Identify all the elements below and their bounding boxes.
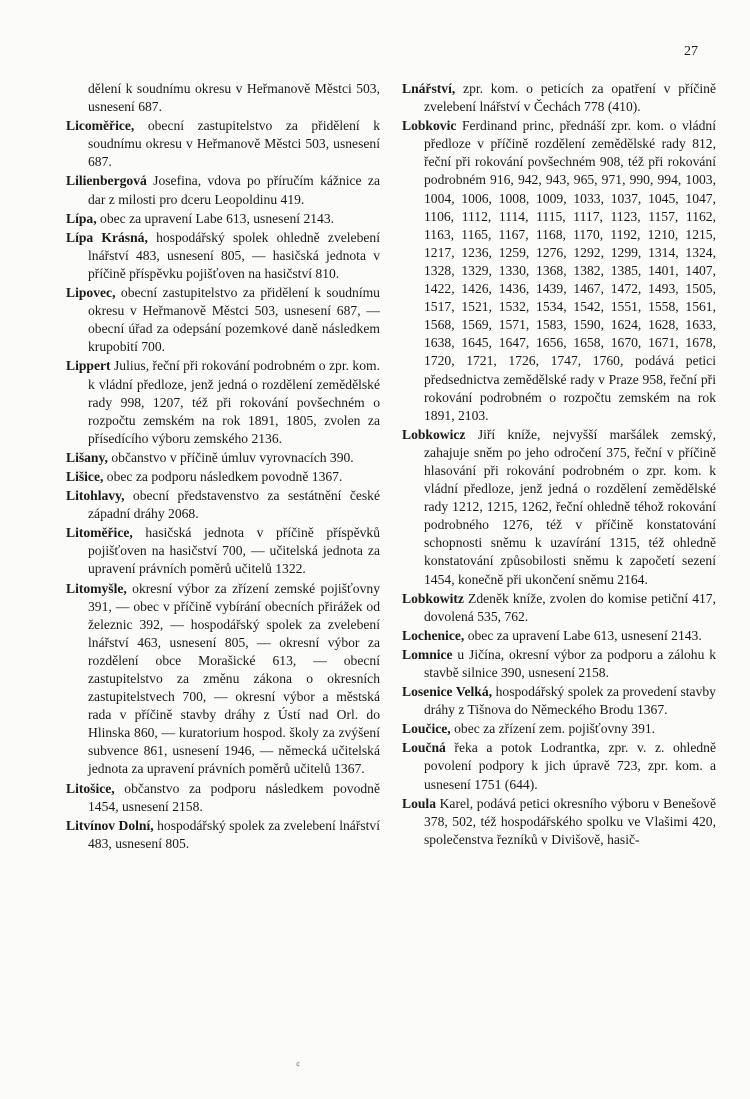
entry-text: Josefina, vdova po příručím kážnice za dar z milosti pro dceru Leopoldinu 419. [88,173,380,207]
entry-headword: Lípa Krásná, [66,229,148,245]
index-entry [66,172,380,208]
index-entry [66,210,380,228]
index-entry [66,357,380,447]
entry-text: hospodářský spolek ohledně zvelebení lnářství 483, usnesení 805, — hasičská jednota v příčině příspěvku pojišťoven na hasičství 810. [88,229,380,281]
entry-headword: Litvínov Dolní, [66,817,154,833]
entry-headword: Litomyšle, [66,580,127,596]
entry-text: Zdeněk kníže, zvolen do komise petiční 417, dovolená 535, 762. [424,590,716,624]
index-entry [402,590,716,626]
index-entry [66,817,380,853]
index-entry [402,627,716,645]
entry-text: hospodářský spolek za provedení stavby dráhy z Tišnova do Německého Brodu 1367. [424,684,716,718]
entry-text: dělení k soudnímu okresu v Heřmanově Městci 503, usnesení 687. [88,81,380,115]
index-entry [66,580,380,779]
entry-headword: Lippert [66,358,111,374]
index-entry [402,795,716,849]
entry-text: obecní zastupitelstvo za přidělení k soudnímu okresu v Heřmanově Městci 503, usnesení 687. [88,118,381,170]
entry-headword: Loula [402,795,436,811]
index-entry [66,229,380,283]
index-entry [66,80,380,116]
entry-text: Jiří kníže, nejvyšší maršálek zemský, zahajuje sněm po jeho odročení 375, řeční v příčině hlasování při rokování podrobném o zpr. kom. k vládní předloze, jenž jedná o rozdělení zemědělské rady 1212, 1215, 1262, řeční ohledně téhož rokování podrobného 1276, též v příčině konstatování schopnosti sněmu k uzavírání 1315, též ohledně konstatování způsobilosti sněmu k započetí sezení 1454, konečně při ukončení sněmu 2164. [424,426,716,587]
index-entry [402,739,716,793]
entry-headword: Lišice, [66,468,104,484]
index-entry [66,284,380,356]
index-entry [66,117,380,171]
index-entry [402,426,716,589]
entry-headword: Lišany, [66,449,108,465]
index-entry [66,780,380,816]
entry-headword: Lípa, [66,210,97,226]
entry-text: obecní představenstvo za sestátnění české západní dráhy 2068. [88,488,381,522]
entry-text: Julius, řeční při rokování podrobném o zpr. kom. k vládní předloze, jenž jedná o rozdělení zemědělské rady 998, 1207, též při rokování povšechném o rozpočtu zemském na rok 1891, 1805, zvolen za přísedícího výboru zemského 2136. [88,358,380,446]
entry-headword: Lochenice, [402,627,465,643]
entry-headword: Litoměřice, [66,525,133,541]
right-column [402,80,716,1070]
index-columns [60,80,716,1070]
page-number: 27 [684,44,698,59]
entry-text: obec za upravení Labe 613, usnesení 2143. [100,210,335,226]
entry-text: u Jičína, okresní výbor za podporu a zálohu k stavbě silnice 390, usnesení 2158. [424,646,717,680]
entry-text: obec za zřízení zem. pojišťovny 391. [454,721,656,737]
index-entry [402,117,716,425]
index-entry [66,524,380,578]
index-entry [66,449,380,467]
entry-text: občanstvo za podporu následkem povodně 1454, usnesení 2158. [88,780,380,814]
entry-text: řeka a potok Lodrantka, zpr. v. z. ohledně povolení podpory k jich úpravě 723, zpr. kom. a usnesení 1751 (644). [424,740,716,792]
entry-headword: Lobkowicz [402,426,466,442]
left-column [66,80,380,1070]
entry-headword: Lilienbergová [66,173,147,189]
index-entry [66,487,380,523]
entry-text: obec za podporu následkem povodně 1367. [106,468,343,484]
entry-text: Karel, podává petici okresního výboru v Benešově 378, 502, též hospodářského spolku ve Vlašimi 420, společenstva řezníků v Divišově, hasič- [424,795,716,847]
entry-text: hospodářský spolek za zvelebení lnářství 483, usnesení 805. [88,817,380,851]
entry-text: občanstvo v příčině úmluv vyrovnacích 390. [111,449,354,465]
index-entry [402,720,716,738]
entry-text: Ferdinand princ, přednáší zpr. kom. o vládní předloze v příčině rozdělení zemědělské rady 812, řeční při rokování povšechném 908, též při rokování podrobném 916, 942, 943, 965, 971, 990, 994, 1003, 1004, 1006, 1008, 1009, 1033, 1037, 1045, 1047, 1106, 1112, 1114, 1115, 1117, 1123, 1157, 1162, 1163, 1165, 1167, 1168, 1170, 1192, 1210, 1215, 1217, 1236, 1259, 1276, 1292, 1299, 1314, 1324, 1328, 1329, 1330, 1368, 1382, 1385, 1401, 1407, 1422, 1426, 1436, 1439, 1467, 1472, 1493, 1505, 1517, 1521, 1532, 1534, 1542, 1551, 1558, 1561, 1568, 1569, 1571, 1583, 1590, 1624, 1628, 1633, 1638, 1645, 1647, 1656, 1658, 1670, 1671, 1678, 1720, 1721, 1726, 1747, 1760, podává petici předsednictva zemědělské rady v Praze 958, řeční při rokování podrobném o rozpočtu zemském na rok 1891, 2103. [424,118,716,423]
entry-headword: Losenice Velká, [402,684,493,700]
entry-headword: Litohlavy, [66,488,125,504]
entry-headword: Lnářství, [402,81,456,96]
entry-text: zpr. kom. o peticích za opatření v příčině zvelebení lnářství v Čechách 778 (410). [424,81,716,115]
index-entry [402,683,716,719]
entry-text: hasičská jednota v příčině příspěvků pojišťoven na hasičství 700, — učitelská jednota za upravení právních poměrů učitelů 1322. [88,525,380,577]
entry-headword: Lomnice [402,646,453,662]
entry-headword: Lobkovic [402,118,457,134]
entry-headword: Lipovec, [66,285,116,301]
index-entry [402,80,716,116]
entry-text: okresní výbor za zřízení zemské pojišťovny 391, — obec v příčině vybírání obecních přirážek od železnic 392, — hospodářský spolek za zvelebení lnářství 463, usnesení 805, — okresní výbor za rozdělení obce Morašické 613, — obecní zastupitelstvo za změnu zákona o okresních zastupitelstvech 700, — okresní výbor a městská rada v příčině stavby dráhy z Ústí nad Orl. do Hlinska 860, — kuratorium hospod. školy za zvýšení subvence 861, usnesení 1946, — německá učitelská jednota za upravení právních poměrů učitelů 1367. [88,580,380,777]
entry-headword: Lobkowitz [402,590,464,606]
footer-mark: ¢ [296,1060,300,1069]
entry-headword: Loučná [402,740,446,756]
index-entry [66,468,380,486]
entry-headword: Loučice, [402,721,451,737]
entry-headword: Litošice, [66,780,115,796]
entry-headword: Licoměřice, [66,118,135,134]
entry-text: obecní zastupitelstvo za přidělení k soudnímu okresu v Heřmanově Městci 503, usnesení 687, — obecní úřad za odepsání pozemkové daně následkem krupobití 700. [88,285,380,355]
entry-text: obec za upravení Labe 613, usnesení 2143. [467,627,702,643]
index-entry [402,646,716,682]
